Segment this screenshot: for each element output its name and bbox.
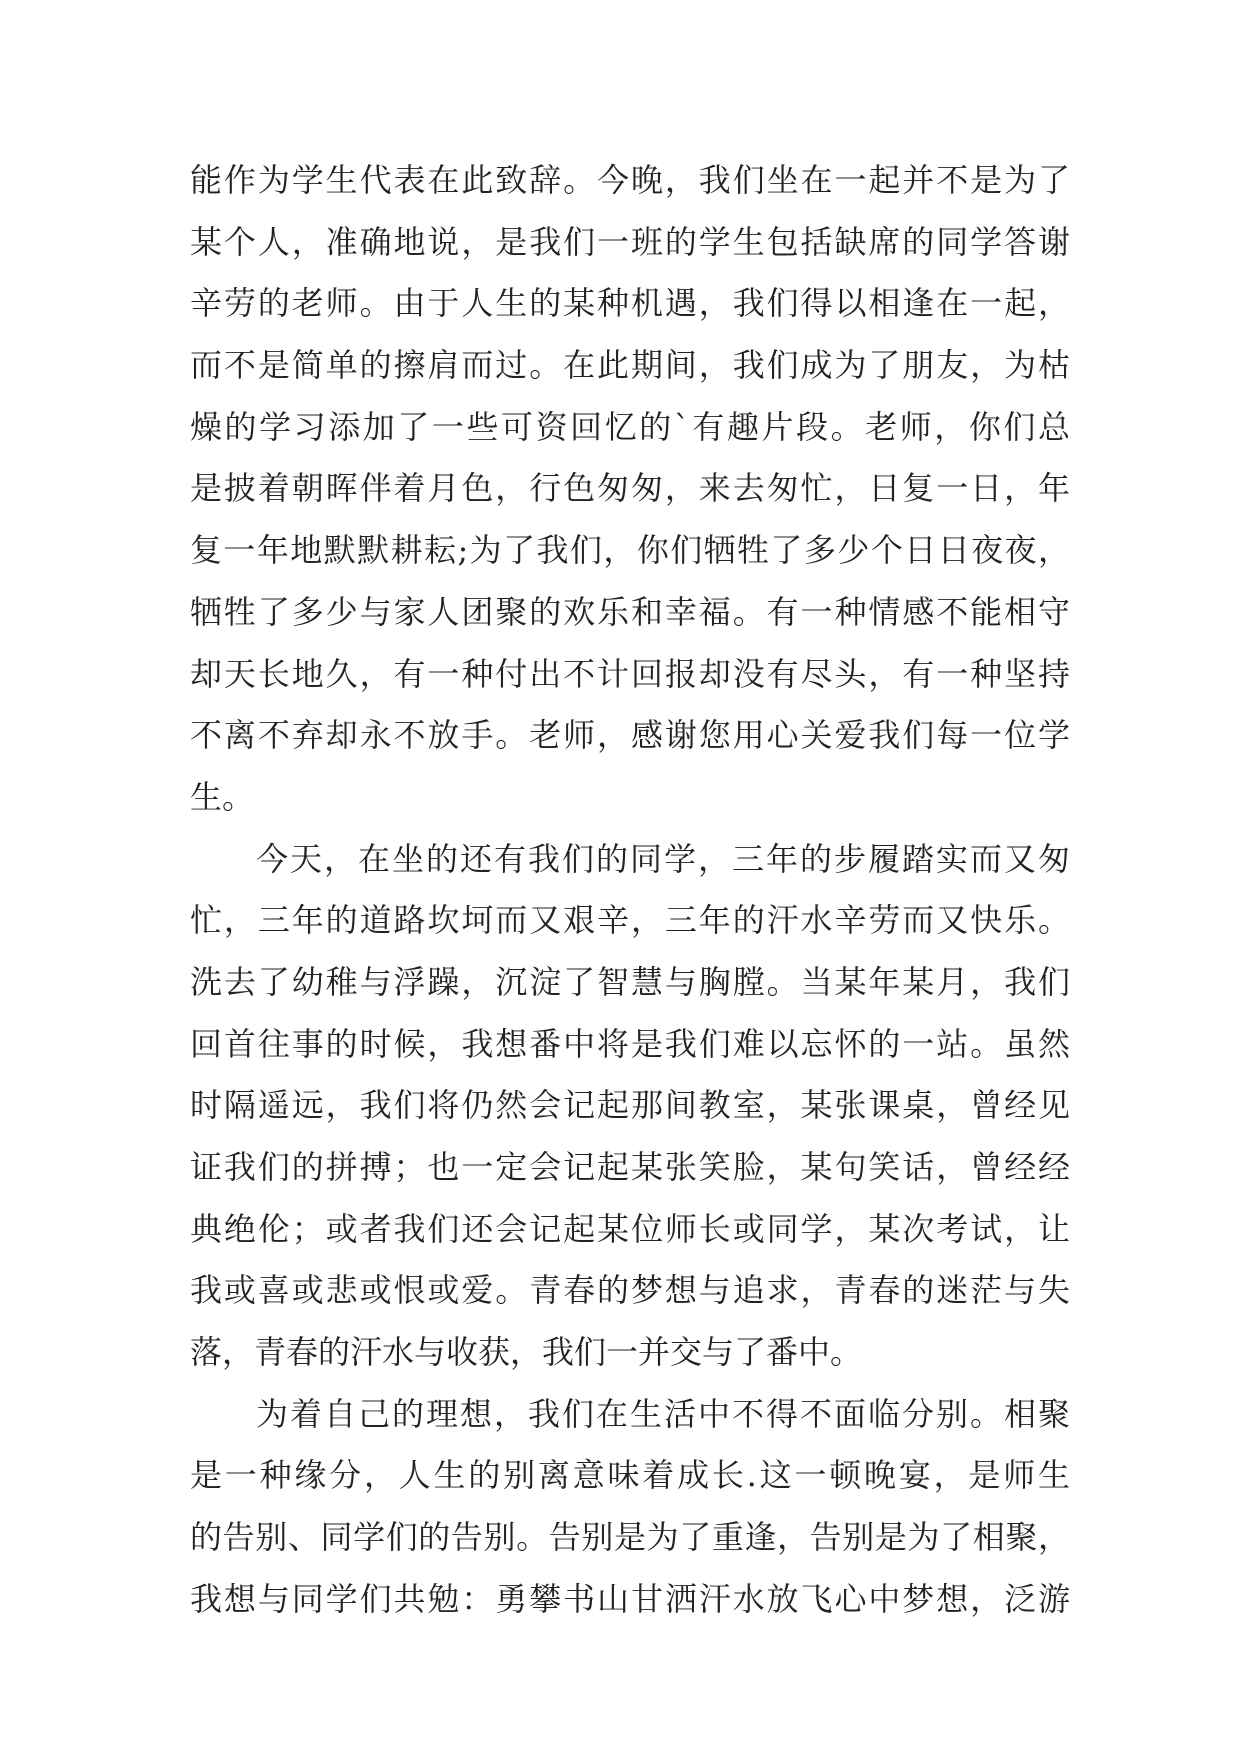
text-line: 落，青春的汗水与收获，我们一并交与了番中。 [190, 1333, 863, 1372]
paragraph-2 [190, 829, 1070, 1384]
text-line: 能作为学生代表在此致辞。今晚，我们坐在一起并不是为了 [190, 161, 1070, 199]
text-line: 却天长地久，有一种付出不计回报却没有尽头，有一种坚持 [190, 654, 1070, 693]
text-line: 我想与同学们共勉：勇攀书山甘洒汗水放飞心中梦想，泛游 [190, 1579, 1070, 1618]
text-line: 时隔遥远，我们将仍然会记起那间教室，某张课桌，曾经见 [190, 1086, 1070, 1125]
text-line: 复一年地默默耕耘;为了我们，你们牺牲了多少个日日夜夜， [190, 531, 1070, 570]
document-body [190, 150, 1070, 1631]
text-line: 某个人，准确地说，是我们一班的学生包括缺席的同学答谢 [190, 222, 1070, 261]
text-line: 是披着朝晖伴着月色，行色匆匆，来去匆忙，日复一日，年 [190, 469, 1070, 508]
text-line: 回首往事的时候，我想番中将是我们难以忘怀的一站。虽然 [190, 1024, 1070, 1063]
text-line: 今天，在坐的还有我们的同学，三年的步履踏实而又匆 [256, 839, 1070, 878]
text-line: 牺牲了多少与家人团聚的欢乐和幸福。有一种情感不能相守 [190, 592, 1070, 631]
text-line: 忙，三年的道路坎坷而又艰辛，三年的汗水辛劳而又快乐。 [190, 901, 1070, 940]
text-line: 洗去了幼稚与浮躁，沉淀了智慧与胸膛。当某年某月，我们 [190, 962, 1070, 1001]
text-line: 是一种缘分，人生的别离意味着成长.这一顿晚宴，是师生 [190, 1456, 1070, 1495]
text-line: 典绝伦；或者我们还会记起某位师长或同学，某次考试，让 [190, 1209, 1070, 1248]
text-line: 燥的学习添加了一些可资回忆的`有趣片段。老师，你们总 [190, 407, 1070, 446]
text-line: 证我们的拼搏；也一定会记起某张笑脸，某句笑话，曾经经 [190, 1148, 1070, 1186]
text-line: 的告别、同学们的告别。告别是为了重逢，告别是为了相聚， [190, 1518, 1070, 1557]
text-line: 生。 [190, 777, 255, 816]
text-line: 我或喜或悲或恨或爱。青春的梦想与追求，青春的迷茫与失 [190, 1271, 1070, 1310]
text-line: 不离不弃却永不放手。老师，感谢您用心关爱我们每一位学 [190, 716, 1070, 755]
paragraph-3 [190, 1384, 1070, 1631]
text-line: 而不是简单的擦肩而过。在此期间，我们成为了朋友，为枯 [190, 346, 1070, 385]
paragraph-1 [190, 150, 1070, 829]
text-line: 为着自己的理想，我们在生活中不得不面临分别。相聚 [256, 1394, 1070, 1433]
text-line: 辛劳的老师。由于人生的某种机遇，我们得以相逢在一起， [190, 284, 1070, 323]
